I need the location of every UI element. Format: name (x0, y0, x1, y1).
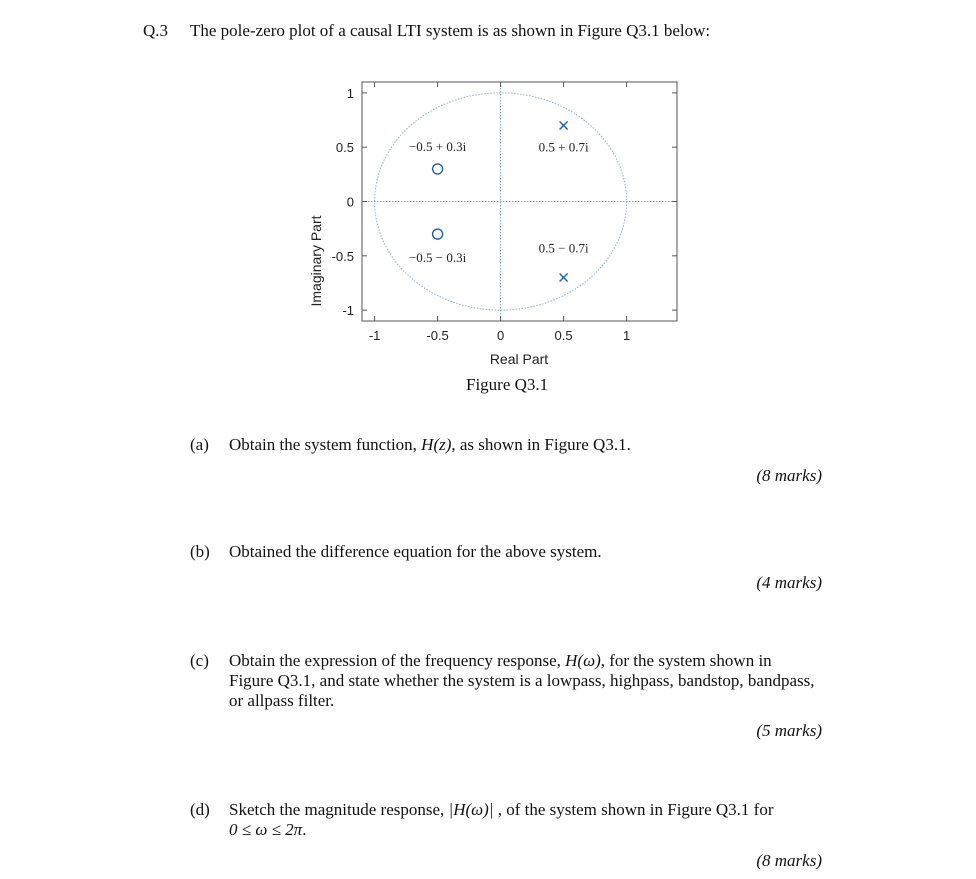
point-label: −0.5 + 0.3i (408, 138, 467, 154)
part-b-letter: (b) (190, 542, 210, 561)
question-intro: The pole-zero plot of a causal LTI system is as shown in Figure Q3.1 below: (190, 21, 711, 40)
part-d-letter: (d) (190, 800, 210, 819)
part-a-marks: (8 marks) (756, 466, 822, 485)
x-tick-label: 0 (496, 328, 505, 343)
part-c-text: Obtain the expression of the frequency response, H(ω), for the system shown in Figure Q3.1, and state whether the system is a lowpass, highpass, bandstop, bandpass, or allpass filter. (229, 651, 815, 710)
y-tick-label: -1 (342, 303, 354, 319)
pole-marker (560, 274, 568, 282)
y-tick-label: 0 (346, 194, 354, 210)
y-tick-label: -0.5 (331, 248, 354, 264)
x-tick-label: -1 (368, 328, 381, 343)
part-c-marks: (5 marks) (756, 721, 822, 740)
x-axis-label: Real Part (489, 351, 549, 367)
x-tick-label: -0.5 (426, 328, 449, 343)
y-axis-label: Imaginary Part (308, 215, 324, 307)
zero-marker (433, 229, 443, 239)
pole-zero-plot (300, 72, 700, 372)
part-a-text: Obtain the system function, H(z), as shown in Figure Q3.1. (229, 435, 631, 454)
part-c-letter: (c) (190, 651, 209, 670)
x-tick-label: 1 (622, 328, 631, 343)
point-label: 0.5 − 0.7i (538, 240, 589, 256)
figure-caption: Figure Q3.1 (466, 375, 549, 394)
part-a-letter: (a) (190, 435, 209, 454)
y-tick-label: 0.5 (335, 140, 354, 156)
point-label: 0.5 + 0.7i (538, 139, 589, 155)
part-b-text: Obtained the difference equation for the above system. (229, 542, 602, 561)
point-label: −0.5 − 0.3i (408, 250, 467, 266)
x-tick-label: 0.5 (554, 328, 573, 343)
part-d-text: Sketch the magnitude response, |H(ω)| , of the system shown in Figure Q3.1 for 0 ≤ ω ≤ 2π. (229, 800, 774, 839)
zero-marker (433, 164, 443, 174)
question-number: Q.3 (143, 21, 169, 40)
pole-marker (560, 121, 568, 129)
part-d-marks: (8 marks) (756, 851, 822, 870)
part-b-marks: (4 marks) (756, 573, 822, 592)
y-tick-label: 1 (346, 85, 354, 101)
